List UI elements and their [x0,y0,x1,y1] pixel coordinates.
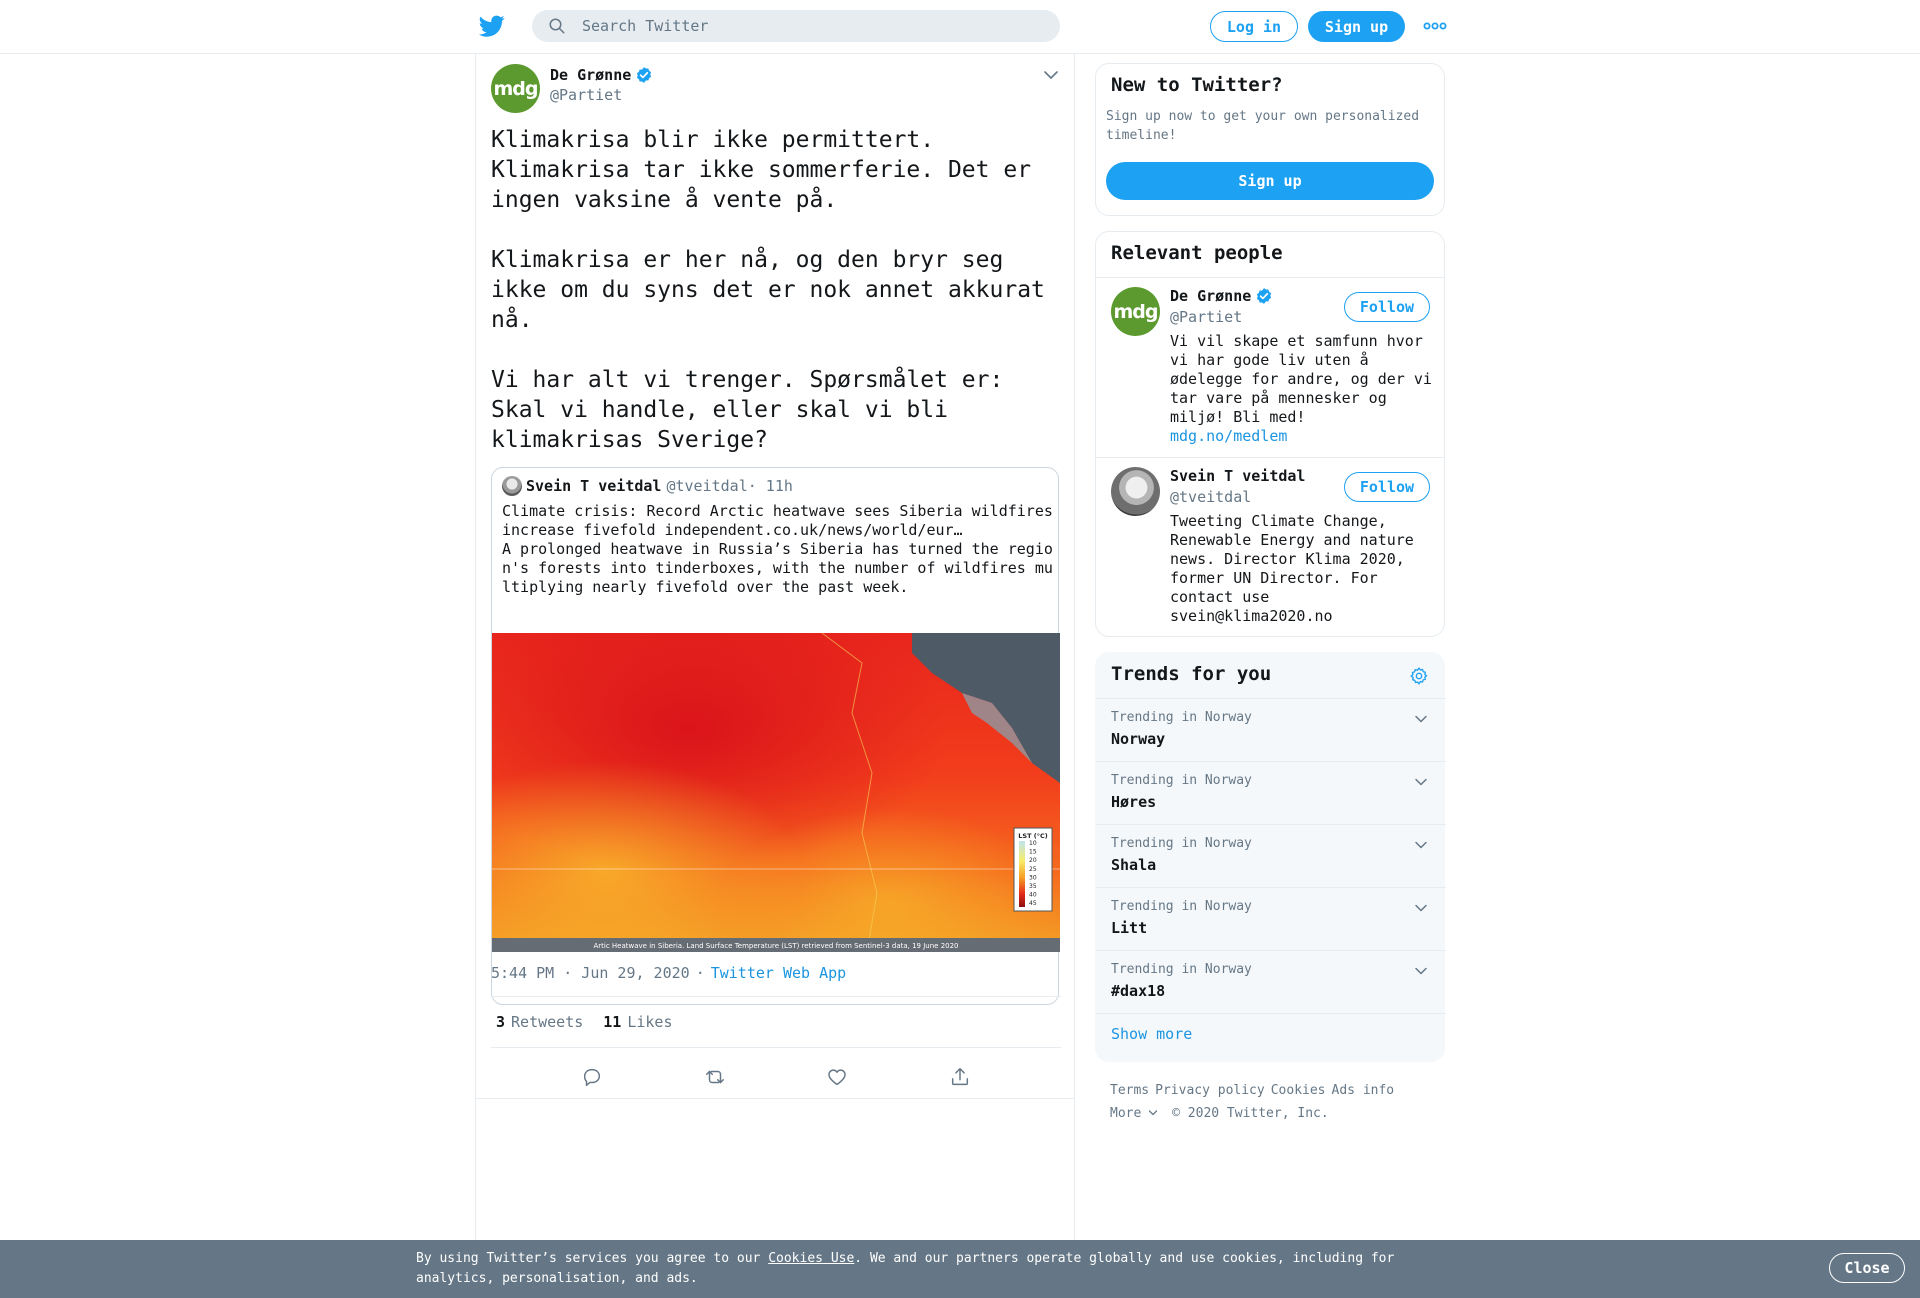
footer-terms-link[interactable]: Terms [1110,1083,1150,1098]
tweet-actions [491,1054,1061,1100]
retweet-icon[interactable] [704,1066,726,1088]
avatar[interactable]: mdg [491,64,540,113]
author-name-text[interactable]: De Grønne [550,66,632,84]
tweet-timestamp[interactable]: 5:44 PM · Jun 29, 2020 [491,964,690,982]
footer-cookies-link[interactable]: Cookies [1270,1083,1326,1098]
close-button[interactable]: Close [1829,1253,1905,1283]
show-more-link[interactable]: Show more [1111,1025,1193,1043]
tweet-column [475,54,1075,1298]
trend-context: Trending in Norway [1111,836,1252,851]
person-item[interactable] [1096,277,1444,457]
tweet-source[interactable]: Twitter Web App [710,964,847,982]
siberia-heatwave-map-image[interactable] [492,633,1060,952]
footer-links [1110,1079,1450,1125]
quoted-author-name: Svein T veitdal [526,477,662,495]
avatar[interactable]: mdg [1111,287,1160,336]
trend-item[interactable] [1096,824,1446,887]
follow-button[interactable]: Follow [1344,292,1430,322]
footer-more-text[interactable]: More [1110,1106,1142,1121]
tweet-meta [491,964,846,982]
search-box[interactable] [532,10,1060,42]
footer-privacy-link[interactable]: Privacy policy [1155,1083,1265,1098]
tweet-text: Klimakrisa blir ikke permittert. Klimakrisa tar ikke sommerferie. Det er ingen vaksine å vente på. Klimakrisa er her nå, og den bryr seg ikke om du syns det er nok annet akkurat nå. Vi har alt vi trenger. Spørsmålet er: Skal vi handle, eller skal vi bli klimakrisas Sverige? [491,127,1045,453]
trend-name[interactable]: Høres [1111,793,1157,811]
retweets-count[interactable]: 3 [496,1013,506,1031]
trend-context: Trending in Norway [1111,773,1252,788]
legend-label: 40 [1029,891,1037,899]
top-bar [0,0,1920,54]
quoted-avatar [502,476,522,496]
trend-context: Trending in Norway [1111,962,1252,977]
trend-item[interactable] [1096,761,1446,824]
log-in-button[interactable]: Log in [1210,11,1298,42]
trend-item[interactable] [1096,698,1446,761]
person-bio-text: Vi vil skape et samfunn hvor vi har gode liv uten å ødelegge for andre, og der vi tar vare på mennesker og miljø! Bli med! [1170,332,1441,426]
person-bio [1170,332,1441,446]
person-bio: Tweeting Climate Change, Renewable Energy and nature news. Director Klima 2020, former UN Director. For contact use svein@klima2020.no [1170,512,1423,625]
trend-name[interactable]: #dax18 [1111,982,1166,1000]
tweet-stats [491,996,1061,1048]
trend-item[interactable] [1096,887,1446,950]
person-name[interactable] [1170,467,1305,485]
retweets-label[interactable]: Retweets [511,1013,584,1031]
avatar[interactable] [1111,467,1160,516]
cookie-text-after: . We and our partners operate globally and use cookies, including for analytics, personalisation, and ads. [416,1251,1395,1286]
person-bio-link[interactable]: mdg.no/medlem [1170,427,1288,445]
relevant-people-title: Relevant people [1111,242,1283,264]
divider [476,1098,1074,1099]
person-handle[interactable]: @tveitdal [1170,488,1252,506]
sidebar-sign-up-button[interactable]: Sign up [1106,162,1434,200]
chevron-down-icon[interactable] [1043,68,1059,82]
author-handle[interactable]: @Partiet [550,86,623,104]
legend-label: 10 [1029,840,1037,847]
person-name[interactable] [1170,287,1273,305]
share-icon[interactable] [949,1066,971,1088]
verified-badge-icon [1255,287,1273,305]
person-name-text[interactable]: De Grønne [1170,287,1252,305]
likes-label[interactable]: Likes [627,1013,673,1031]
author-name[interactable] [550,66,653,84]
legend-title: LST (°C) [1018,832,1048,840]
twitter-bird-icon[interactable] [478,13,506,39]
legend-label: 30 [1029,874,1037,882]
cookie-text-before: By using Twitter’s services you agree to our [416,1251,769,1266]
chevron-down-icon[interactable] [1414,776,1428,788]
sign-up-button[interactable]: Sign up [1308,11,1405,42]
trend-name[interactable]: Litt [1111,919,1148,937]
meta-separator: · [695,964,705,982]
trends-title: Trends for you [1111,663,1272,685]
legend-label: 35 [1029,883,1037,890]
quoted-time: · 11h [747,477,793,495]
chevron-down-icon[interactable] [1414,713,1428,725]
new-to-twitter-text: Sign up now to get your own personalized timeline! [1106,109,1420,143]
trends-card [1095,652,1445,1062]
likes-count[interactable]: 11 [603,1013,622,1031]
chevron-down-icon[interactable] [1148,1109,1158,1117]
person-item[interactable] [1096,457,1444,637]
chevron-down-icon[interactable] [1414,839,1428,851]
trend-name[interactable]: Shala [1111,856,1157,874]
map-caption: Artic Heatwave in Siberia. Land Surface Temperature (LST) retrieved from Sentinel-3 data, 19 June 2020 [593,942,959,950]
trend-context: Trending in Norway [1111,710,1252,725]
chevron-down-icon[interactable] [1414,902,1428,914]
gear-icon[interactable] [1409,666,1429,686]
more-dots-icon[interactable] [1423,19,1447,33]
verified-badge-icon [635,66,653,84]
cookie-text [416,1249,1436,1289]
new-to-twitter-card [1095,63,1445,216]
quoted-tweet[interactable] [491,467,1059,1005]
search-input[interactable] [582,17,1022,35]
trend-context: Trending in Norway [1111,899,1252,914]
legend-label: 25 [1029,865,1037,873]
footer-copyright: © 2020 Twitter, Inc. [1172,1106,1329,1121]
quoted-author-handle: @tveitdal [666,477,748,495]
legend-label: 45 [1029,900,1037,908]
heart-icon[interactable] [826,1066,848,1088]
new-to-twitter-title: New to Twitter? [1111,74,1283,96]
search-icon [548,17,566,35]
trend-item[interactable] [1096,950,1446,1013]
footer-more-link[interactable] [1110,1106,1158,1121]
relevant-people-card [1095,231,1445,637]
quoted-tweet-header [502,476,793,496]
quoted-text: Climate crisis: Record Arctic heatwave sees Siberia wildfires increase fivefold independent.co.uk/news/world/eur… A prolonged heatwave in Russia’s Siberia has turned the region's forests into tinderboxes, with the number of wildfires multiplying nearly fivefold over the past week. [502,502,1053,596]
cookies-use-link[interactable]: Cookies Use [768,1251,855,1266]
cookie-banner [0,1240,1920,1298]
trend-name[interactable]: Norway [1111,730,1166,748]
legend-label: 20 [1029,857,1037,865]
follow-button[interactable]: Follow [1344,472,1430,502]
reply-icon[interactable] [581,1066,603,1088]
legend-label: 15 [1029,848,1037,856]
chevron-down-icon[interactable] [1414,965,1428,977]
person-handle[interactable]: @Partiet [1170,308,1243,326]
footer-ads-link[interactable]: Ads info [1331,1083,1395,1098]
person-name-text[interactable]: Svein T veitdal [1170,467,1306,485]
